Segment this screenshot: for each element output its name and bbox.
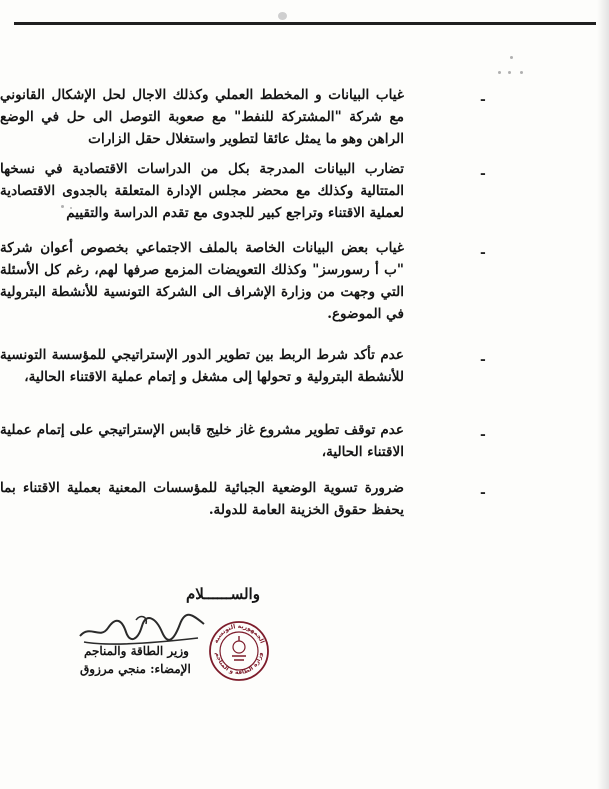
list-item: غياب البيانات و المخطط العملي وكذلك الاجال لحل الإشكال القانوني مع شركة "المشتركة للنفط" مع صعوبة التوصل الى حل في الوضع الراهن وهو ما يمثل عائقا لتطوير واستغلال حقل الزارات <box>0 87 404 147</box>
bullet-dash: - <box>480 485 486 501</box>
official-stamp <box>208 620 270 682</box>
scan-mark <box>278 12 287 20</box>
top-border-rule <box>14 22 596 25</box>
signature-line: الإمضاء: منجي مرزوق <box>80 662 191 676</box>
list-item: تضارب البيانات المدرجة بكل من الدراسات الاقتصادية في نسخها المتتالية وكذلك مع محضر مجلس الإدارة المتعلقة بالجدوى الاقتصادية لعملية الاقتناء وتراجع كبير للجدوى مع تقدم الدراسة والتقييم <box>0 161 404 221</box>
list-item: عدم توقف تطوير مشروع غاز خليج قابس الإستراتيجي على إتمام عملية الاقتناء الحالية، <box>0 422 404 460</box>
bullet-dash: - <box>480 92 486 108</box>
page-edge-shadow <box>597 0 609 789</box>
minister-title: وزير الطاقة والمناجم <box>84 644 189 658</box>
scan-speck <box>498 71 501 74</box>
bullet-dash: - <box>480 245 486 261</box>
list-item: عدم تأكد شرط الربط بين تطوير الدور الإستراتيجي للمؤسسة التونسية للأنشطة البترولية و تحولها إلى مشغل و إتمام عملية الاقتناء الحالية، <box>0 347 404 385</box>
svg-text:وزارة الطاقة و المناجم <box>214 652 264 677</box>
bullet-dash: - <box>480 427 486 443</box>
scan-speck <box>510 56 513 59</box>
stamp-bottom-text: وزارة الطاقة و المناجم <box>213 651 264 677</box>
scan-speck <box>508 71 511 74</box>
scan-speck <box>520 71 523 74</box>
bullet-dash: - <box>480 166 486 182</box>
list-item: ضرورة تسوية الوضعية الجبائية للمؤسسات المعنية بعملية الاقتناء بما يحفظ حقوق الخزينة العامة للدولة. <box>0 480 404 518</box>
stamp-top-text: الجمهورية التونسية <box>212 622 266 645</box>
closing-greeting: والســــــلام <box>186 585 260 603</box>
list-item: غياب بعض البيانات الخاصة بالملف الاجتماعي بخصوص أعوان شركة "ب أ رسورسز" وكذلك التعويضات المزمع صرفها لهم، رغم كل الأسئلة التي وجهت من وزارة الإشراف الى الشركة التونسية للأنشطة البترولية في الموضوع. <box>0 240 404 322</box>
bullet-dash: - <box>480 352 486 368</box>
